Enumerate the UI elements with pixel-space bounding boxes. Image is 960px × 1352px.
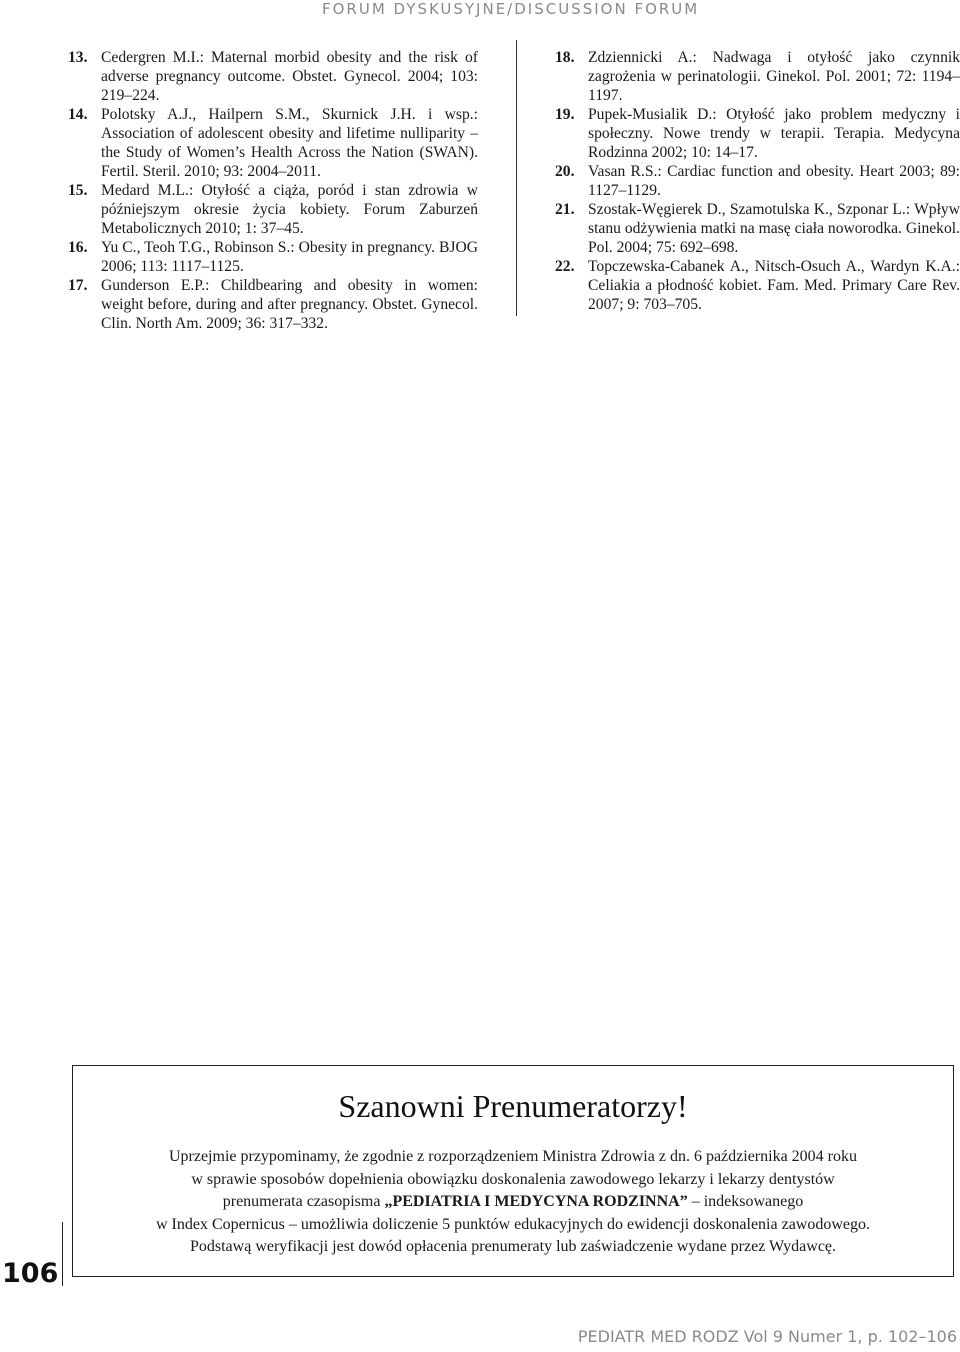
reference-text: Gunderson E.P.: Childbearing and obesity in women: weight before, during and after pregnancy. Obstet. Gynecol. Clin. North Am. 2009; 36: 317–332. bbox=[101, 277, 478, 332]
section-header: FORUM DYSKUSYJNE/DISCUSSION FORUM bbox=[322, 0, 700, 18]
reference-text: Medard M.L.: Otyłość a ciąża, poród i stan zdrowia w późniejszym okresie życia kobiety. Forum Zaburzeń Metabolicznych 2010; 1: 37–45. bbox=[101, 182, 478, 237]
reference-item bbox=[68, 48, 478, 105]
page-number: 106 bbox=[2, 1258, 59, 1289]
reference-text: Yu C., Teoh T.G., Robinson S.: Obesity in pregnancy. BJOG 2006; 113: 1117–1125. bbox=[101, 239, 478, 275]
notice-text: – indeksowanego bbox=[687, 1193, 804, 1210]
notice-title: Szanowni Prenumeratorzy! bbox=[338, 1088, 688, 1124]
references-right-column bbox=[555, 48, 960, 314]
reference-number: 21. bbox=[555, 201, 575, 218]
reference-number: 17. bbox=[68, 277, 88, 294]
references-left-column bbox=[68, 48, 478, 333]
subscriber-notice-box bbox=[72, 1065, 954, 1277]
reference-number: 22. bbox=[555, 258, 575, 275]
reference-item bbox=[555, 200, 960, 257]
notice-line: Uprzejmie przypominamy, że zgodnie z rozporządzeniem Ministra Zdrowia z dn. 6 października 2004 roku bbox=[168, 1148, 858, 1165]
reference-item bbox=[555, 48, 960, 105]
reference-item bbox=[555, 257, 960, 314]
journal-name: „PEDIATRIA I MEDYCYNA RODZINNA” bbox=[384, 1193, 688, 1210]
reference-text: Topczewska-Cabanek A., Nitsch-Osuch A., Wardyn K.A.: Celiakia a płodność kobiet. Fam. Med. Primary Care Rev. 2007; 9: 703–705. bbox=[588, 258, 960, 313]
reference-number: 20. bbox=[555, 163, 575, 180]
reference-number: 14. bbox=[68, 106, 88, 123]
reference-text: Cedergren M.I.: Maternal morbid obesity and the risk of adverse pregnancy outcome. Obstet. Gynecol. 2004; 103: 219–224. bbox=[101, 49, 478, 104]
notice-text: prenumerata czasopisma bbox=[222, 1193, 385, 1210]
reference-text: Pupek-Musialik D.: Otyłość jako problem medyczny i społeczny. Nowe trendy w terapii. Terapia. Medycyna Rodzinna 2002; 10: 14–17. bbox=[588, 106, 960, 161]
notice-line: w sprawie sposobów dopełnienia obowiązku doskonalenia zawodowego lekarzy i lekarzy dentystów bbox=[191, 1170, 835, 1188]
notice-line bbox=[89, 1191, 937, 1214]
reference-text: Vasan R.S.: Cardiac function and obesity. Heart 2003; 89: 1127–1129. bbox=[588, 163, 960, 199]
reference-number: 15. bbox=[68, 182, 88, 199]
reference-item bbox=[555, 162, 960, 200]
reference-item bbox=[68, 276, 478, 333]
reference-text: Polotsky A.J., Hailpern S.M., Skurnick J.H. i wsp.: Association of adolescent obesity and lifetime nulliparity – the Study of Women’s Health Across the Nation (SWAN). Fertil. Steril. 2010; 93: 2004–2011. bbox=[101, 106, 478, 180]
reference-item bbox=[68, 181, 478, 238]
column-divider bbox=[516, 40, 517, 316]
page-number-rule bbox=[62, 1222, 63, 1286]
reference-number: 13. bbox=[68, 49, 88, 66]
reference-item bbox=[68, 238, 478, 276]
notice-body bbox=[73, 1146, 953, 1259]
reference-text: Zdziennicki A.: Nadwaga i otyłość jako czynnik zagrożenia w perinatologii. Ginekol. Pol. 2001; 72: 1194–1197. bbox=[588, 49, 960, 104]
reference-text: Szostak-Węgierek D., Szamotulska K., Szponar L.: Wpływ stanu odżywienia matki na masę ciała noworodka. Ginekol. Pol. 2004; 75: 692–698. bbox=[588, 201, 960, 256]
notice-line: Podstawą weryfikacji jest dowód opłacenia prenumeraty lub zaświadczenie wydane przez Wydawcę. bbox=[189, 1238, 837, 1255]
reference-number: 16. bbox=[68, 239, 88, 256]
reference-item bbox=[68, 105, 478, 181]
footer-citation: PEDIATR MED RODZ Vol 9 Numer 1, p. 102–106 bbox=[577, 1327, 957, 1346]
reference-number: 18. bbox=[555, 49, 575, 66]
notice-line: w Index Copernicus – umożliwia doliczenie 5 punktów edukacyjnych do ewidencji doskonalenia zawodowego. bbox=[155, 1215, 871, 1233]
reference-number: 19. bbox=[555, 106, 575, 123]
reference-item bbox=[555, 105, 960, 162]
